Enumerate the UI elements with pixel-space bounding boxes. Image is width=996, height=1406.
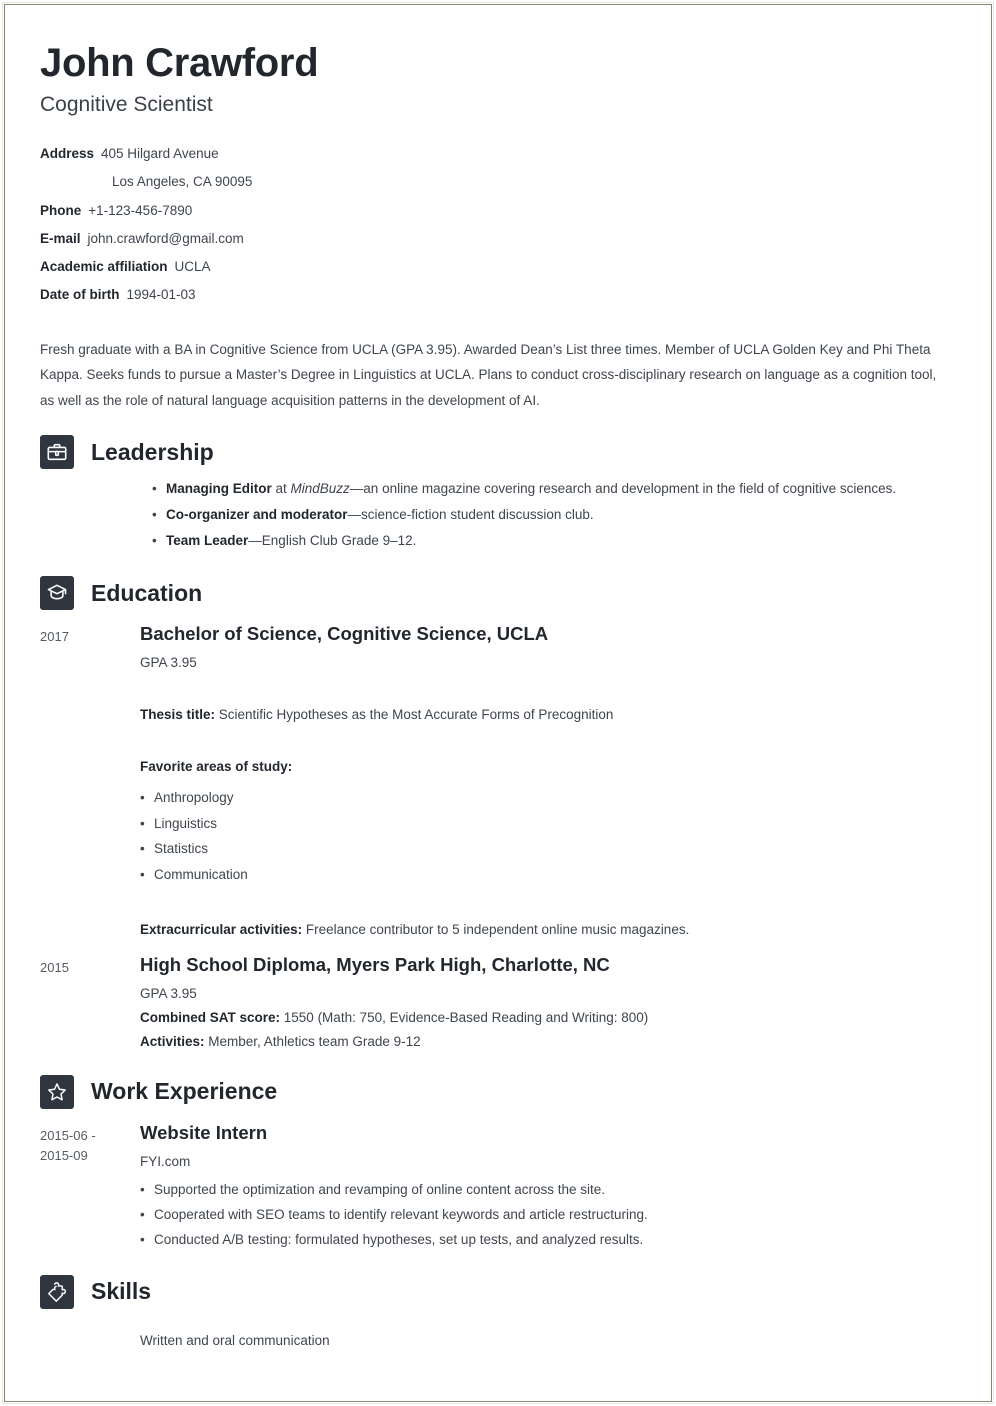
degree-gpa: GPA 3.95 [140, 986, 197, 1002]
activities-label: Activities: [140, 1033, 205, 1049]
work-entry-website-intern [40, 1121, 956, 1253]
contact-value: UCLA [174, 259, 211, 275]
entry-date [40, 622, 140, 941]
activities-line [140, 1032, 956, 1053]
leadership-desc: —science-fiction student discussion club. [347, 507, 594, 523]
list-item [152, 477, 956, 502]
sat-label: Combined SAT score: [140, 1009, 281, 1025]
skill-row [40, 1333, 956, 1348]
thesis-label: Thesis title: [140, 706, 216, 722]
job-title: Website Intern [140, 1121, 268, 1143]
leadership-role: Co-organizer and moderator [166, 507, 348, 523]
contact-row-email [40, 230, 956, 248]
candidate-job-title: Cognitive Scientist [40, 93, 213, 116]
contact-label: Academic affiliation [40, 259, 168, 275]
leadership-org: MindBuzz [290, 481, 350, 497]
activities-value: Member, Athletics team Grade 9-12 [204, 1033, 421, 1049]
company-name: FYI.com [140, 1153, 191, 1169]
list-item [152, 529, 956, 554]
degree-title: High School Diploma, Myers Park High, Charlotte, NC [140, 954, 610, 976]
leadership-list [152, 477, 956, 554]
leadership-role: Team Leader [166, 533, 249, 549]
leadership-role: Managing Editor [166, 481, 272, 497]
list-item: • Supported the optimization and revamping of online content across the site. [140, 1178, 956, 1203]
list-item: • Linguistics [140, 812, 956, 837]
contact-value: 1994-01-03 [126, 287, 196, 303]
contact-label: Address [40, 146, 95, 162]
contact-value[interactable]: john.crawford@gmail.com [87, 230, 244, 246]
contact-row-academic-affiliation [40, 258, 956, 276]
leadership-content [152, 477, 956, 554]
extracurricular-line [140, 920, 956, 941]
entry-date [40, 1121, 140, 1253]
education-entry-high-school [40, 953, 956, 1052]
skill-level-bar [711, 1335, 956, 1346]
list-item: • Conducted A/B testing: formulated hypotheses, set up tests, and analyzed results. [140, 1228, 956, 1253]
candidate-name: John Crawford [40, 41, 319, 85]
sat-value: 1550 (Math: 750, Evidence-Based Reading and Writing: 800) [280, 1009, 649, 1025]
star-icon [40, 1075, 74, 1109]
entry-date-value: 2015 [40, 960, 69, 976]
contact-row-date-of-birth [40, 286, 956, 304]
job-duties-list [140, 1178, 956, 1253]
list-item: • Communication [140, 863, 956, 888]
leadership-desc: —an online magazine covering research and development in the field of cognitive sciences. [349, 481, 897, 497]
extracurricular-value: Freelance contributor to 5 independent online music magazines. [302, 922, 690, 938]
contact-label: Date of birth [40, 287, 120, 303]
entry-date-value: 2017 [40, 629, 69, 645]
entry-body [140, 953, 956, 1052]
section-title: Work Experience [91, 1078, 278, 1105]
skill-name: Written and oral communication [140, 1332, 330, 1348]
study-areas-list [140, 786, 956, 889]
professional-summary: Fresh graduate with a BA in Cognitive Science from UCLA (GPA 3.95). Awarded Dean’s List three times. Member of UCLA Golden Key and Phi Theta Kappa. Seeks funds to pursue a Master’s Degree in Linguistics at UCLA. Plans to conduct cross-disciplinary research on language as a cognition tool, as well as the role of natural language acquisition patterns in the development of AI. [40, 341, 937, 408]
contact-value: +1-123-456-7890 [88, 202, 193, 218]
section-header-skills [40, 1275, 956, 1309]
entry-date-from: 2015-06 - [40, 1127, 96, 1143]
briefcase-icon [40, 435, 74, 469]
entry-date [40, 953, 140, 1052]
thesis-line [140, 705, 956, 726]
contact-details [40, 145, 956, 304]
list-item: • Cooperated with SEO teams to identify relevant keywords and article restructuring. [140, 1203, 956, 1228]
degree-title: Bachelor of Science, Cognitive Science, UCLA [140, 623, 549, 645]
leadership-mid: at [271, 481, 291, 497]
study-areas-label-text: Favorite areas of study: [140, 758, 293, 774]
leadership-desc: —English Club Grade 9–12. [248, 533, 417, 549]
contact-address-line2: Los Angeles, CA 90095 [112, 174, 253, 190]
contact-label: Phone [40, 202, 82, 218]
study-areas-label [140, 757, 956, 778]
degree-gpa: GPA 3.95 [140, 655, 197, 671]
puzzle-piece-icon [40, 1275, 74, 1309]
extracurricular-label: Extracurricular activities: [140, 922, 303, 938]
section-title: Leadership [91, 438, 214, 465]
list-item: • Anthropology [140, 786, 956, 811]
sat-line [140, 1008, 956, 1029]
contact-value: 405 Hilgard Avenue [101, 146, 219, 162]
entry-body [140, 622, 956, 941]
section-title: Skills [91, 1278, 152, 1305]
list-item: • Statistics [140, 837, 956, 862]
section-header-leadership [40, 435, 956, 469]
entry-body [140, 1121, 956, 1253]
section-header-education [40, 576, 956, 610]
contact-label: E-mail [40, 230, 81, 246]
section-header-work-experience [40, 1075, 956, 1109]
list-item [152, 503, 956, 528]
entry-date-to: 2015-09 [40, 1148, 88, 1164]
contact-row-address [40, 145, 956, 163]
thesis-value: Scientific Hypotheses as the Most Accurate Forms of Precognition [215, 706, 614, 722]
graduation-cap-icon [40, 576, 74, 610]
education-entry-bachelor [40, 622, 956, 941]
contact-row-phone [40, 202, 956, 220]
section-title: Education [91, 579, 203, 606]
